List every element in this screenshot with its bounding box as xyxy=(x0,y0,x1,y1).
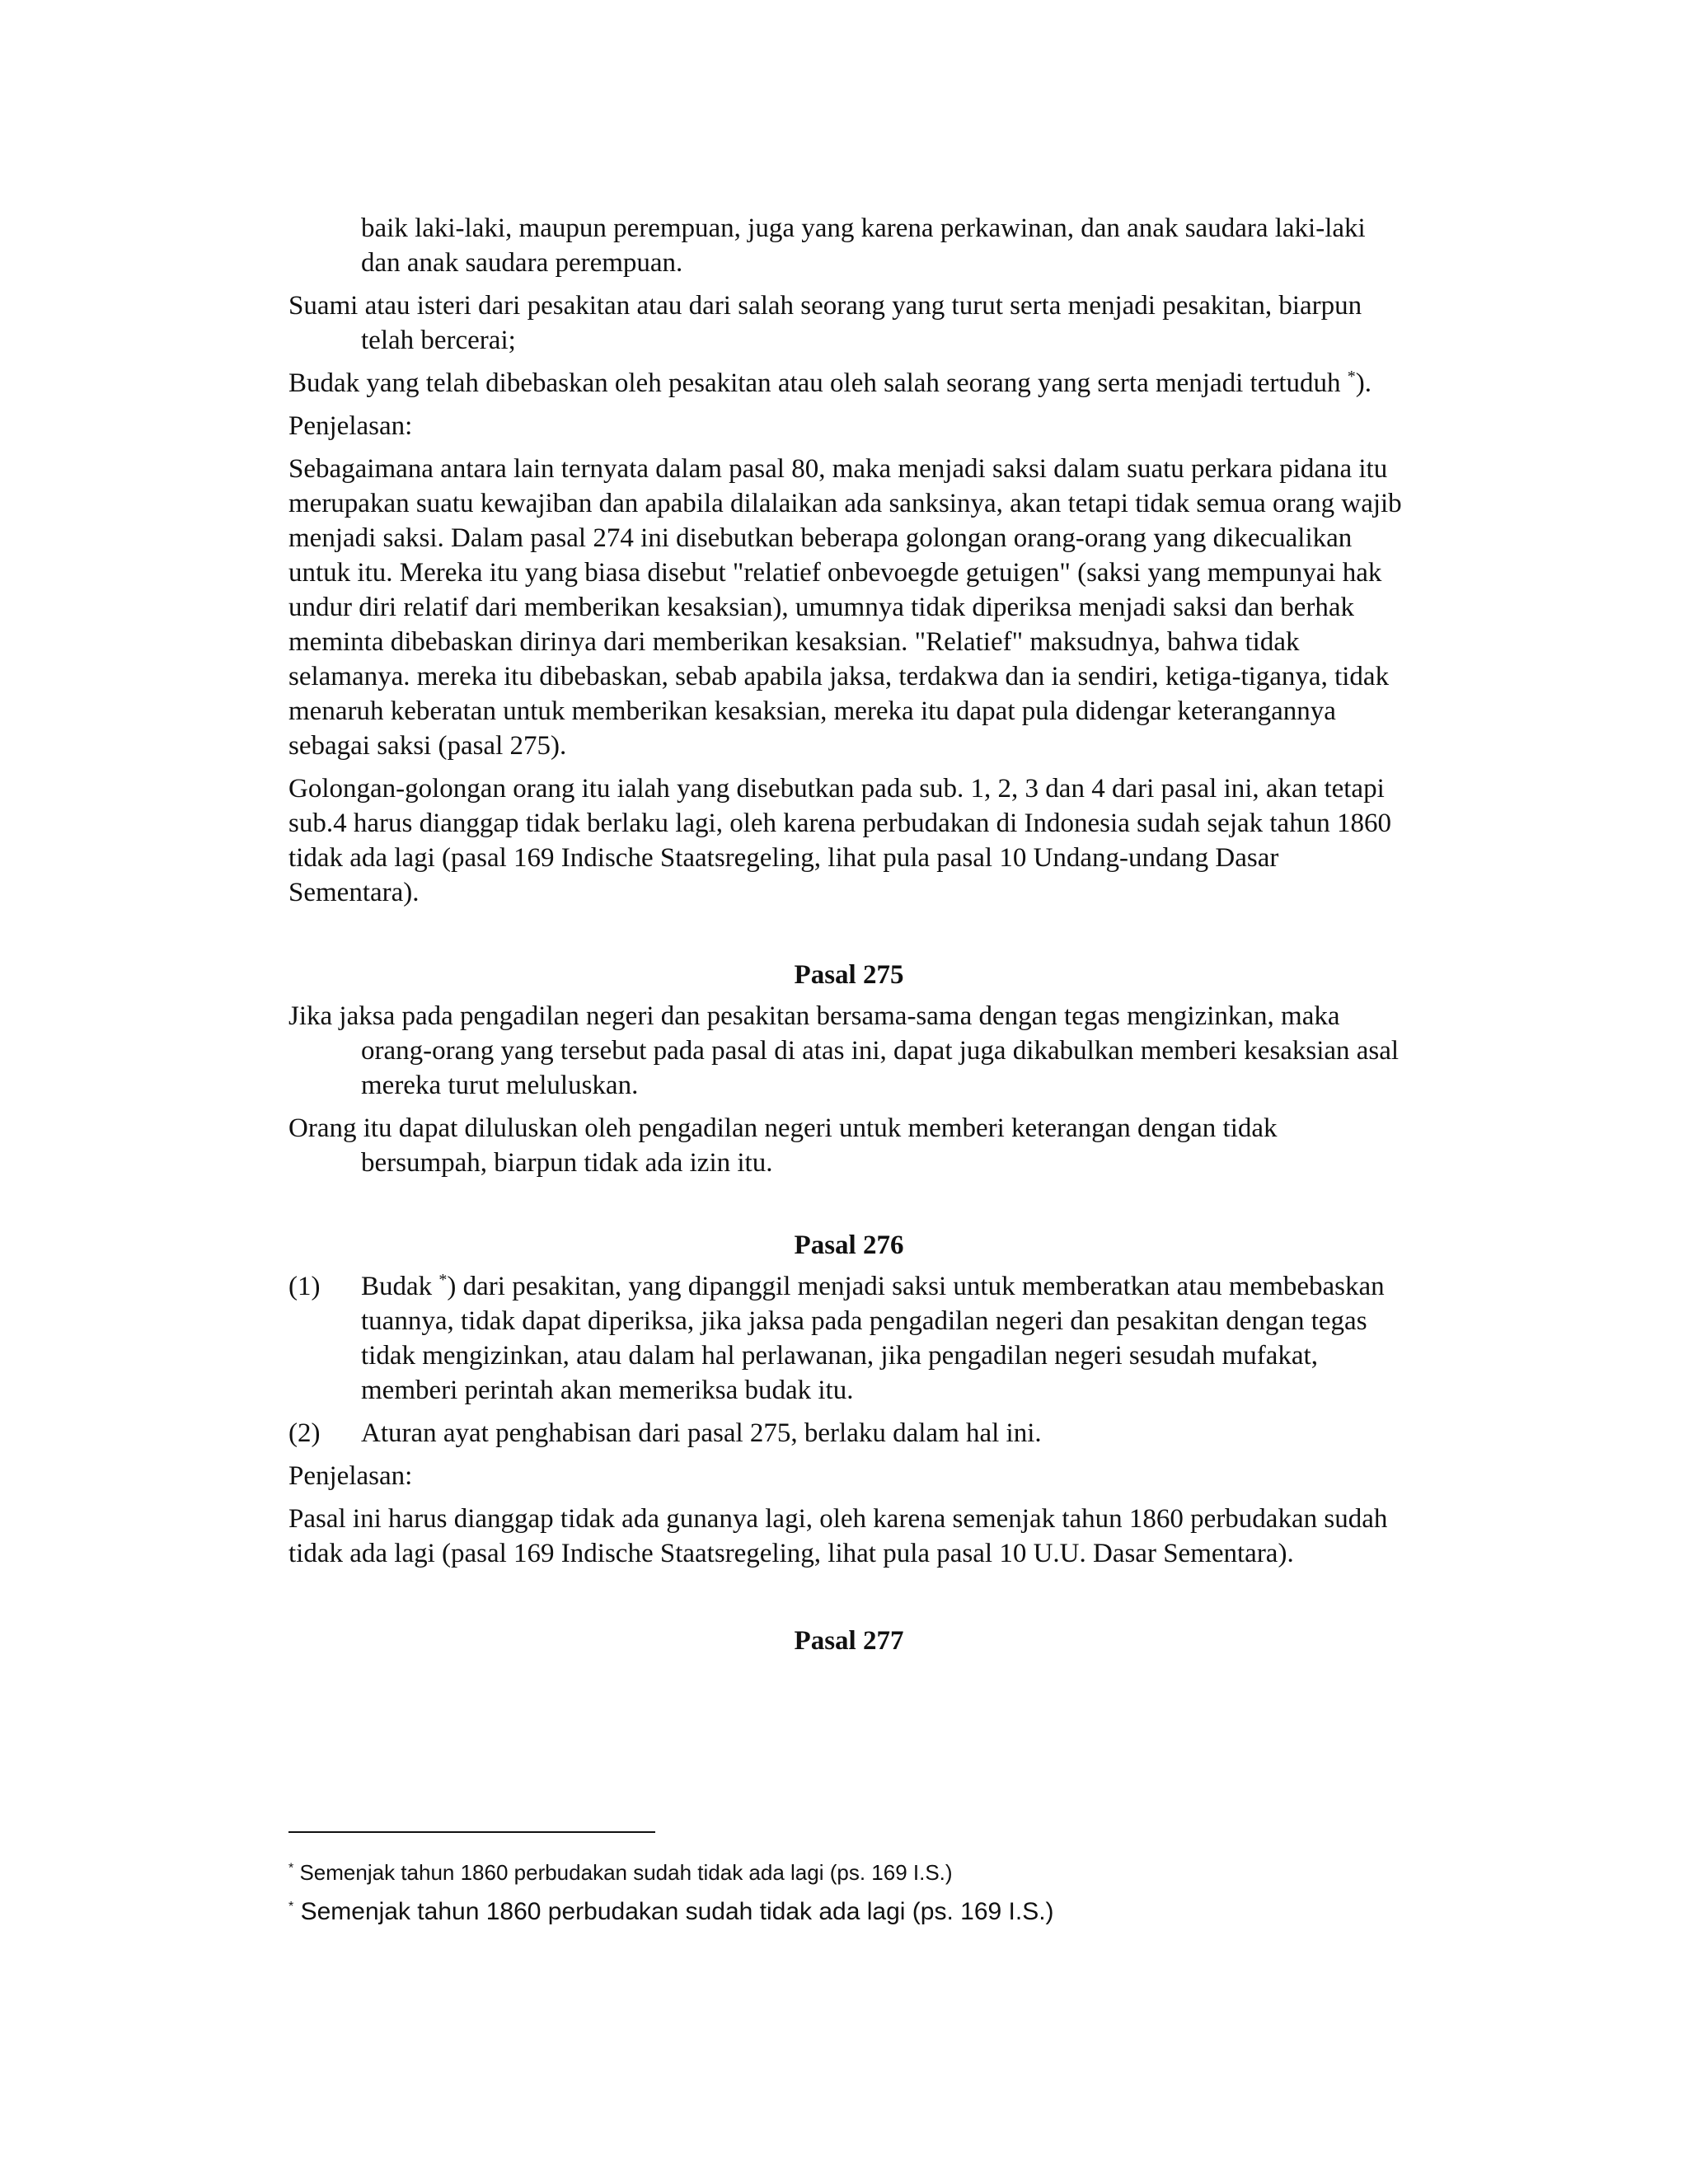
section-title-pasal-277: Pasal 277 xyxy=(794,1626,904,1656)
item-budak xyxy=(288,366,1409,401)
penjelasan-label: Penjelasan: xyxy=(288,411,413,441)
footnotes xyxy=(288,1831,1409,1937)
section-title-pasal-276: Pasal 276 xyxy=(794,1230,904,1260)
item-text xyxy=(361,1269,1409,1408)
item-text: Aturan ayat penghabisan dari pasal 275, berlaku dalam hal ini. xyxy=(361,1418,1042,1448)
continuation-line: baik laki-laki, maupun perempuan, juga yang karena perkawinan, dan anak saudara laki-laki dan anak saudara perempuan. xyxy=(361,213,1366,278)
footnote-mark: * xyxy=(288,1861,294,1876)
item-text-start: Budak xyxy=(361,1272,439,1301)
pasal-275-paragraph: Orang itu dapat diluluskan oleh pengadilan negeri untuk memberi keterangan dengan tidak bersumpah, biarpun tidak ada izin itu. xyxy=(288,1113,1278,1178)
penjelasan-label: Penjelasan: xyxy=(288,1461,413,1491)
item-number: (1) xyxy=(288,1272,321,1301)
document-body xyxy=(288,211,1409,1665)
item-budak-text: Budak yang telah dibebaskan oleh pesakitan atau oleh salah seorang yang serta menjadi tertuduh xyxy=(288,368,1348,398)
footnote-ref[interactable]: * xyxy=(1347,368,1356,386)
pasal-275-paragraph: Jika jaksa pada pengadilan negeri dan pesakitan bersama-sama dengan tegas mengizinkan, maka orang-orang yang tersebut pada pasal di atas ini, dapat juga dikabulkan memberi kesaksian asal mereka turut meluluskan. xyxy=(288,1001,1400,1100)
penjelasan-paragraph: Sebagaimana antara lain ternyata dalam pasal 80, maka menjadi saksi dalam suatu perkara pidana itu merupakan suatu kewajiban dan apabila dilalaikan ada sanksinya, akan tetapi tidak semua orang wajib menjadi saksi. Dalam pasal 274 ini disebutkan beberapa golongan orang-orang yang dikecualikan untuk itu. Mereka itu yang biasa disebut "relatief onbevoegde getuigen" (saksi yang mempunyai hak undur diri relatif dari memberikan kesaksian), umumnya tidak diperiksa menjadi saksi dan berhak meminta dibebaskan dirinya dari memberikan kesaksian. "Relatief" maksudnya, bahwa tidak selamanya. mereka itu dibebaskan, sebab apabila jaksa, terdakwa dan ia sendiri, ketiga-tiganya, tidak menaruh keberatan untuk memberikan kesaksian, mereka itu dapat pula didengar keterangannya sebagai saksi (pasal 275). xyxy=(288,454,1402,761)
section-title-pasal-275: Pasal 275 xyxy=(794,960,904,990)
pasal-276-item-1 xyxy=(288,1269,1409,1408)
item-suami: Suami atau isteri dari pesakitan atau dari salah seorang yang turut serta menjadi pesakitan, biarpun telah bercerai; xyxy=(288,291,1362,355)
penjelasan-paragraph: Golongan-golongan orang itu ialah yang disebutkan pada sub. 1, 2, 3 dan 4 dari pasal ini, akan tetapi sub.4 harus dianggap tidak berlaku lagi, oleh karena perbudakan di Indonesia sudah sejak tahun 1860 tidak ada lagi (pasal 169 Indische Staatsregeling, lihat pula pasal 10 Undang-undang Dasar Sementara). xyxy=(288,774,1391,907)
pasal-276-item-2 xyxy=(288,1416,1409,1451)
footnote-text: Semenjak tahun 1860 perbudakan sudah tidak ada lagi (ps. 169 I.S.) xyxy=(293,1898,1054,1925)
footnote-ref[interactable]: * xyxy=(438,1271,448,1289)
penjelasan-paragraph: Pasal ini harus dianggap tidak ada gunanya lagi, oleh karena semenjak tahun 1860 perbudakan sudah tidak ada lagi (pasal 169 Indische Staatsregeling, lihat pula pasal 10 U.U. Dasar Sementara). xyxy=(288,1504,1388,1568)
footnote-separator xyxy=(288,1831,655,1833)
footnote-mark: * xyxy=(288,1900,294,1914)
item-budak-tail: ). xyxy=(1355,368,1372,398)
footnote-text: Semenjak tahun 1860 perbudakan sudah tidak ada lagi (ps. 169 I.S.) xyxy=(293,1860,953,1885)
footnote-1 xyxy=(288,1858,1409,1887)
footnote-2 xyxy=(288,1897,1409,1927)
item-text-rest: ) dari pesakitan, yang dipanggil menjadi saksi untuk memberatkan atau membebaskan tuannya, tidak dapat diperiksa, jika jaksa pada pengadilan negeri dan pesakitan dengan tegas tidak mengizinkan, atau dalam hal perlawanan, jika pengadilan negeri sesudah mufakat, memberi perintah akan memeriksa budak itu. xyxy=(361,1272,1385,1405)
item-number: (2) xyxy=(288,1418,321,1448)
